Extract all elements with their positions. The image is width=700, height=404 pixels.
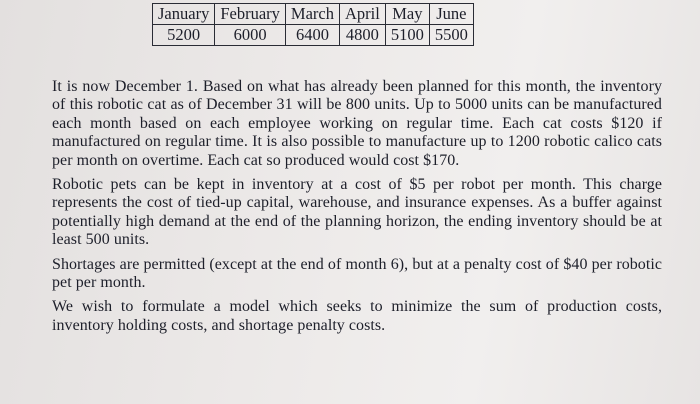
demand-value-row: [153, 25, 474, 46]
demand-cell-march: 6400: [285, 25, 339, 46]
month-header-row: [153, 4, 474, 25]
paragraph-shortages: Shortages are permitted (except at the end of month 6), but at a penalty cost of $40 per robotic pet per month.: [52, 255, 662, 292]
paragraph-inventory: Robotic pets can be kept in inventory at a cost of $5 per robot per month. This charge represents the cost of tied-up capital, warehouse, and insurance expenses. As a buffer against potentially high demand at the end of the planning horizon, the ending inventory should be at least 500 units.: [52, 176, 662, 249]
month-cell-june: June: [429, 4, 473, 25]
demand-table: [152, 3, 474, 46]
demand-cell-may: 5100: [385, 25, 429, 46]
month-cell-march: March: [285, 4, 339, 25]
demand-cell-january: 5200: [153, 25, 215, 46]
demand-cell-april: 4800: [339, 25, 385, 46]
demand-cell-february: 6000: [215, 25, 286, 46]
problem-text: [52, 78, 662, 335]
paragraph-objective: We wish to formulate a model which seeks to minimize the sum of production costs, inventory holding costs, and shortage penalty costs.: [52, 298, 662, 334]
month-cell-january: January: [153, 4, 215, 25]
month-cell-february: February: [215, 4, 286, 25]
paragraph-production: It is now December 1. Based on what has already been planned for this month, the inventory of this robotic cat as of December 31 will be 800 units. Up to 5000 units can be manufactured each month based on each employee working on regular time. Each cat costs $120 if manufactured on regular time. It is also possible to manufacture up to 1200 robotic calico cats per month on overtime. Each cat so produced would cost $170.: [52, 78, 662, 169]
demand-cell-june: 5500: [429, 25, 473, 46]
month-cell-april: April: [339, 4, 385, 25]
month-cell-may: May: [385, 4, 429, 25]
